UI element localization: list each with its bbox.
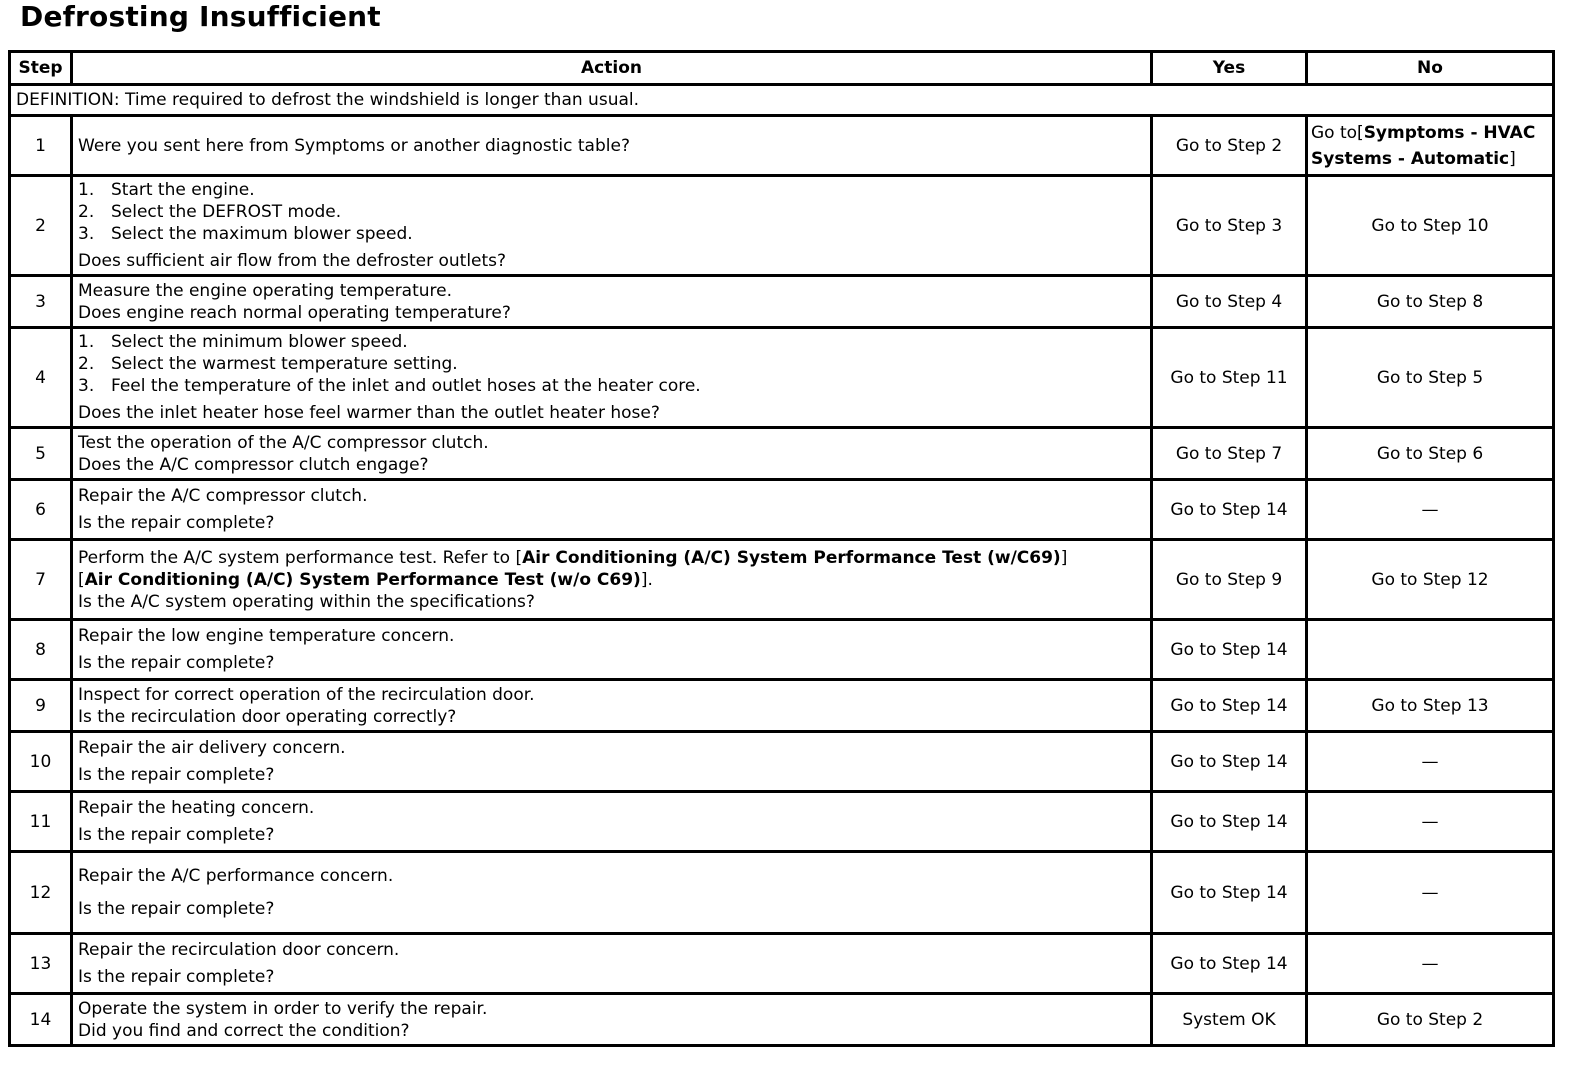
list-item: 2. Select the DEFROST mode. [78, 202, 342, 222]
step-number: 12 [10, 852, 72, 934]
step-number: 4 [10, 328, 72, 428]
action-cell: Repair the air delivery concern. Is the repair complete? [72, 732, 1152, 792]
action-cell: Repair the heating concern. Is the repair complete? [72, 792, 1152, 852]
no-cell: — [1307, 934, 1554, 994]
yes-cell: Go to Step 14 [1152, 934, 1307, 994]
no-cell: — [1307, 732, 1554, 792]
table-row [10, 428, 1554, 480]
table-row [10, 116, 1554, 176]
yes-cell: Go to Step 9 [1152, 540, 1307, 620]
definition-row [10, 85, 1554, 116]
question: Were you sent here from Symptoms or another diagnostic table? [78, 135, 630, 156]
page-title: Defrosting Insufficient [20, 0, 381, 33]
list-item: 3. Select the maximum blower speed. [78, 224, 413, 244]
yes-cell: Go to Step 14 [1152, 680, 1307, 732]
symptoms-link[interactable]: Symptoms - HVAC Systems - Automatic [1311, 122, 1536, 169]
header-row [10, 52, 1554, 85]
yes-cell: Go to Step 2 [1152, 116, 1307, 176]
action-cell: Operate the system in order to verify the repair. Did you find and correct the condition? [72, 994, 1152, 1046]
question: Does the A/C compressor clutch engage? [78, 454, 429, 475]
no-cell: Go to Step 12 [1307, 540, 1554, 620]
yes-cell: Go to Step 14 [1152, 620, 1307, 680]
no-cell: Go to Step 13 [1307, 680, 1554, 732]
yes-cell: Go to Step 7 [1152, 428, 1307, 480]
no-cell: Go to Step 10 [1307, 176, 1554, 276]
question: Is the recirculation door operating correctly? [78, 706, 457, 727]
question: Is the repair complete? [78, 899, 275, 919]
yes-cell: Go to Step 14 [1152, 480, 1307, 540]
no-prefix: Go to[ [1311, 122, 1364, 143]
action-cell: Inspect for correct operation of the recirculation door. Is the recirculation door operating correctly? [72, 680, 1152, 732]
step-number: 8 [10, 620, 72, 680]
step-number: 2 [10, 176, 72, 276]
yes-cell: Go to Step 4 [1152, 276, 1307, 328]
action-cell: Repair the recirculation door concern. Is the repair complete? [72, 934, 1152, 994]
no-cell [1307, 116, 1554, 176]
question: Does the inlet heater hose feel warmer than the outlet heater hose? [78, 403, 660, 423]
action-cell: Repair the A/C compressor clutch. Is the repair complete? [72, 480, 1152, 540]
list-item: 1. Select the minimum blower speed. [78, 332, 408, 352]
yes-cell: System OK [1152, 994, 1307, 1046]
table-row [10, 540, 1554, 620]
no-cell: Go to Step 6 [1307, 428, 1554, 480]
question: Does sufficient air flow from the defroster outlets? [78, 251, 507, 271]
question: Is the repair complete? [78, 765, 275, 785]
yes-cell: Go to Step 14 [1152, 792, 1307, 852]
table-row [10, 328, 1554, 428]
question: Does engine reach normal operating temperature? [78, 302, 511, 323]
step-number: 9 [10, 680, 72, 732]
list-item: 1. Start the engine. [78, 180, 255, 200]
table-row [10, 480, 1554, 540]
step-number: 5 [10, 428, 72, 480]
action-cell: Repair the low engine temperature concern. Is the repair complete? [72, 620, 1152, 680]
diagnostic-table [8, 50, 1555, 1047]
table-row [10, 176, 1554, 276]
step-number: 7 [10, 540, 72, 620]
list-item: 2. Select the warmest temperature setting. [78, 354, 458, 374]
no-cell: Go to Step 8 [1307, 276, 1554, 328]
yes-cell: Go to Step 14 [1152, 732, 1307, 792]
step-number: 11 [10, 792, 72, 852]
table-row [10, 792, 1554, 852]
no-cell: Go to Step 5 [1307, 328, 1554, 428]
action-cell [72, 176, 1152, 276]
no-cell: Go to Step 2 [1307, 994, 1554, 1046]
step-number: 14 [10, 994, 72, 1046]
question: Is the repair complete? [78, 825, 275, 845]
header-no: No [1307, 52, 1554, 85]
step-number: 1 [10, 116, 72, 176]
header-yes: Yes [1152, 52, 1307, 85]
no-cell: — [1307, 792, 1554, 852]
list-item: 3. Feel the temperature of the inlet and outlet hoses at the heater core. [78, 376, 701, 396]
action-cell: Perform the A/C system performance test. Refer to [Air Conditioning (A/C) System Performance Test (w/C69)] [Air Conditioning (A/C) System Performance Test (w/o C69)]. Is the A/C system operating within the specifications? [72, 540, 1152, 620]
table-row [10, 934, 1554, 994]
action-cell: Test the operation of the A/C compressor clutch. Does the A/C compressor clutch engage? [72, 428, 1152, 480]
step-number: 10 [10, 732, 72, 792]
step-number: 3 [10, 276, 72, 328]
table-row [10, 620, 1554, 680]
table-row [10, 852, 1554, 934]
question: Is the A/C system operating within the specifications? [78, 591, 535, 612]
no-cell [1307, 620, 1554, 680]
question: Is the repair complete? [78, 653, 275, 673]
table-row [10, 680, 1554, 732]
table-row [10, 276, 1554, 328]
table-row [10, 994, 1554, 1046]
yes-cell: Go to Step 3 [1152, 176, 1307, 276]
question: Is the repair complete? [78, 513, 275, 533]
performance-test-w-c69-link[interactable]: Air Conditioning (A/C) System Performance Test (w/C69) [522, 547, 1061, 568]
table-row [10, 732, 1554, 792]
question: Did you find and correct the condition? [78, 1020, 410, 1041]
definition: DEFINITION: Time required to defrost the windshield is longer than usual. [10, 85, 1554, 116]
yes-cell: Go to Step 14 [1152, 852, 1307, 934]
header-step: Step [10, 52, 72, 85]
action-cell [72, 328, 1152, 428]
action-cell [72, 116, 1152, 176]
question: Is the repair complete? [78, 967, 275, 987]
action-cell: Repair the A/C performance concern. Is the repair complete? [72, 852, 1152, 934]
step-number: 6 [10, 480, 72, 540]
step-number: 13 [10, 934, 72, 994]
no-suffix: ] [1509, 148, 1516, 169]
yes-cell: Go to Step 11 [1152, 328, 1307, 428]
action-cell: Measure the engine operating temperature. Does engine reach normal operating temperature? [72, 276, 1152, 328]
header-action: Action [72, 52, 1152, 85]
performance-test-wo-c69-link[interactable]: Air Conditioning (A/C) System Performance Test (w/o C69) [84, 569, 641, 590]
no-cell: — [1307, 480, 1554, 540]
no-cell: — [1307, 852, 1554, 934]
